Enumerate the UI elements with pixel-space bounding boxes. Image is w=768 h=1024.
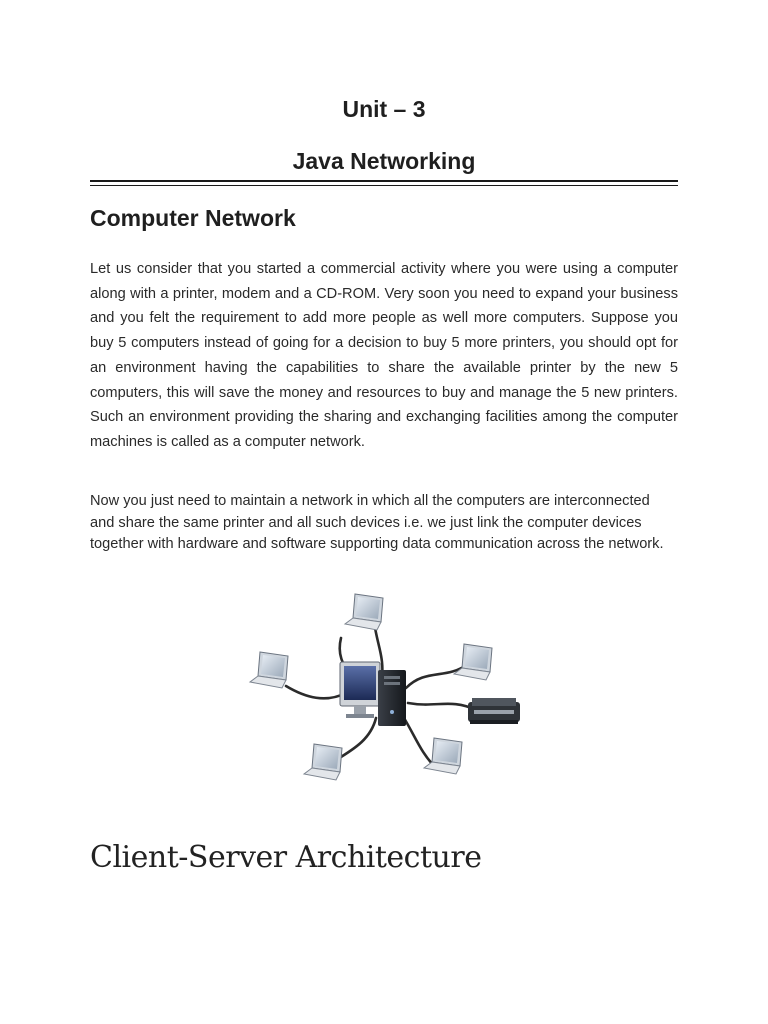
title-divider-thick (90, 180, 678, 182)
unit-title: Unit – 3 (342, 96, 426, 122)
laptop-bottom-right-icon (424, 738, 462, 774)
laptop-left-icon (250, 652, 288, 688)
paragraph-computer-network-intro: Let us consider that you started a commercial activity where you were using a computer along with a printer, modem and a CD-ROM. Very soon you need to expand your business and you felt the requirement to add more people as well more computers. Suppose you buy 5 computers instead of going for a decision to buy 5 more printers, you should opt for an environment having the capabilities to share the available printer by the new 5 computers, this will save the money and resources to buy and manage the 5 new printers. Such an environment providing the sharing and exchanging facilities among the computer machines is called as a computer network. (90, 261, 678, 450)
section-heading-client-server: Client-Server Architecture (90, 840, 482, 875)
cable-bottom-right (404, 718, 436, 768)
cable-right-top (406, 664, 468, 688)
network-diagram (236, 588, 532, 798)
laptop-bottom-left-icon (304, 744, 342, 780)
section-heading-computer-network: Computer Network (90, 205, 296, 231)
cable-left (286, 686, 346, 698)
laptop-top-icon (345, 594, 383, 630)
title-divider-thin (90, 185, 678, 186)
document-title: Java Networking (292, 148, 476, 174)
paragraph-computer-network-detail: Now you just need to maintain a network in which all the computers are interconnected and share the same printer and all such devices i.e. we just link the computer devices together with hardware and software supporting data communication across the network. (90, 493, 664, 552)
server-computer-icon (340, 662, 406, 726)
cable-printer (408, 703, 476, 710)
printer-icon (468, 698, 520, 724)
network-star-topology-icon (236, 588, 532, 798)
laptop-right-icon (454, 644, 492, 680)
